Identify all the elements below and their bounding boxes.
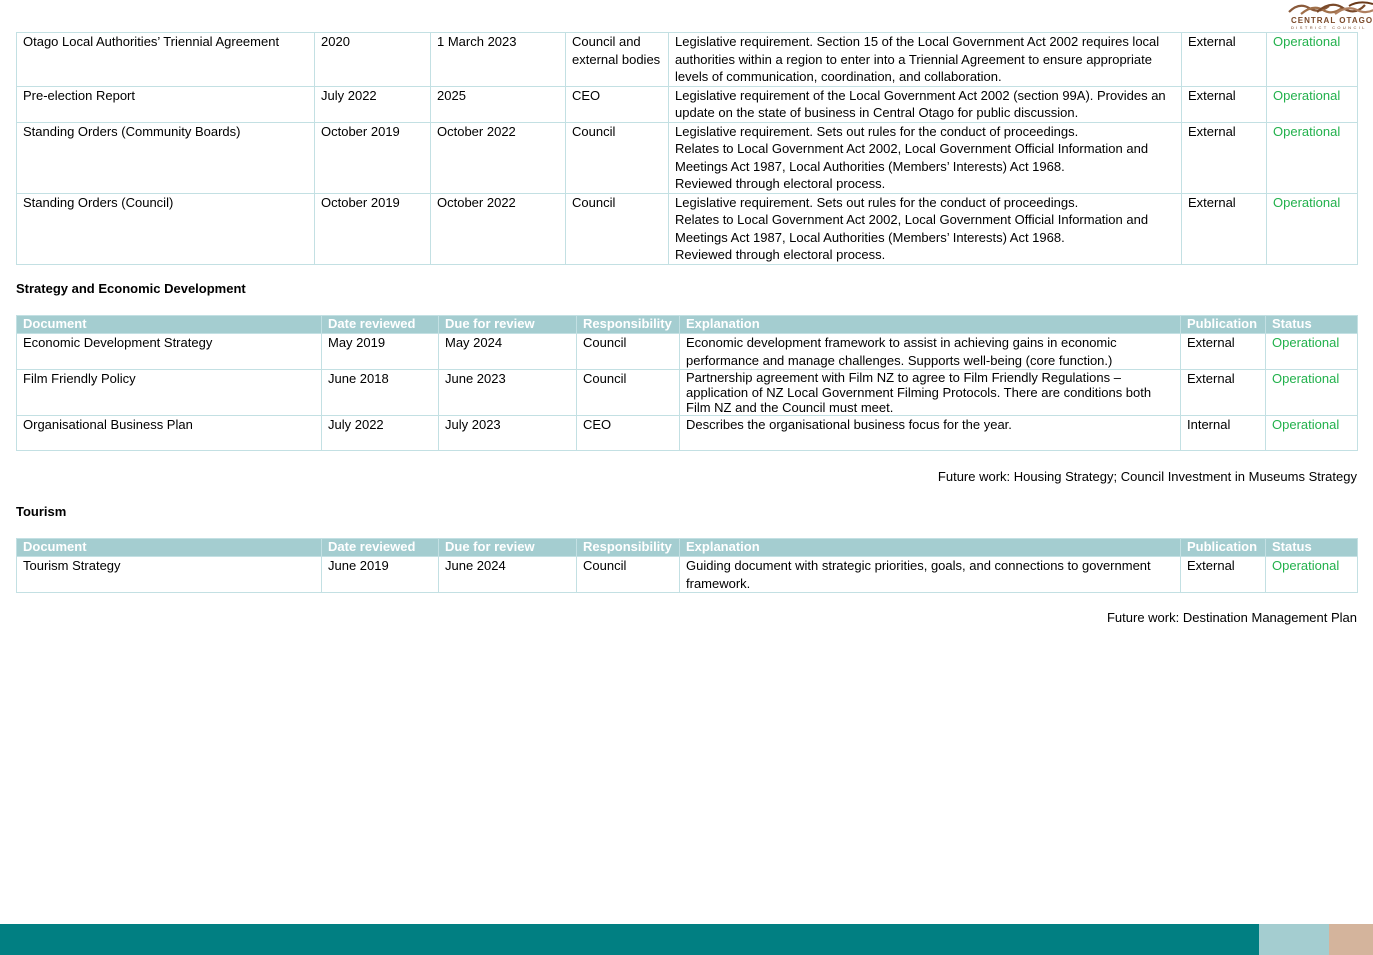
tourism-table <box>16 538 1358 593</box>
cell-publication: External <box>1181 334 1266 370</box>
cell-status: Operational <box>1266 370 1358 416</box>
cell-publication: External <box>1181 370 1266 416</box>
footer-band-tan <box>1329 924 1373 955</box>
cell-document: Film Friendly Policy <box>17 370 322 416</box>
logo-mark-icon <box>1287 0 1373 16</box>
cell-explanation: Legislative requirement of the Local Government Act 2002 (section 99A). Provides an update on the state of business in Central Otago for public discussion. <box>669 86 1182 122</box>
future-work-note: Future work: Destination Management Plan <box>1106 610 1357 625</box>
header-due: Due for review <box>439 316 577 334</box>
cell-publication: External <box>1181 557 1266 593</box>
cell-date-reviewed: July 2022 <box>315 86 431 122</box>
cell-status: Operational <box>1266 334 1358 370</box>
logo-title: CENTRAL OTAGO <box>1291 16 1373 25</box>
cell-status: Operational <box>1267 122 1358 193</box>
cell-publication: External <box>1182 193 1267 264</box>
cell-publication: External <box>1182 33 1267 87</box>
cell-responsibility: CEO <box>577 416 680 451</box>
table-row <box>17 86 1358 122</box>
cell-document: Standing Orders (Community Boards) <box>17 122 315 193</box>
cell-responsibility: Council <box>566 193 669 264</box>
header-due: Due for review <box>439 539 577 557</box>
cell-responsibility: Council <box>577 334 680 370</box>
cell-document: Organisational Business Plan <box>17 416 322 451</box>
section-heading-strategy: Strategy and Economic Development <box>16 281 246 296</box>
cell-status: Operational <box>1266 557 1358 593</box>
cell-explanation: Partnership agreement with Film NZ to agree to Film Friendly Regulations – application of NZ Local Government Filming Protocols. There are conditions both Film NZ and the Council must meet. <box>680 370 1181 416</box>
cell-date-reviewed: October 2019 <box>315 122 431 193</box>
cell-explanation: Legislative requirement. Sets out rules for the conduct of proceedings. Relates to Local Government Act 2002, Local Government Official Information and Meetings Act 1987, Local Authorities (Members’ Interests) Act 1968. Reviewed through electoral process. <box>669 193 1182 264</box>
strategy-table <box>16 315 1358 451</box>
table-row <box>17 416 1358 451</box>
header-explanation: Explanation <box>680 316 1181 334</box>
cell-due: July 2023 <box>439 416 577 451</box>
cell-due: 1 March 2023 <box>431 33 566 87</box>
future-work-note: Future work: Housing Strategy; Council Investment in Museums Strategy <box>937 469 1357 484</box>
cell-date-reviewed: May 2019 <box>322 334 439 370</box>
cell-due: June 2024 <box>439 557 577 593</box>
cell-publication: External <box>1182 122 1267 193</box>
table-header-row <box>17 539 1358 557</box>
header-publication: Publication <box>1181 539 1266 557</box>
header-explanation: Explanation <box>680 539 1181 557</box>
cell-due: May 2024 <box>439 334 577 370</box>
cell-status: Operational <box>1266 416 1358 451</box>
cell-document: Economic Development Strategy <box>17 334 322 370</box>
table-row <box>17 557 1358 593</box>
council-logo <box>1287 0 1373 32</box>
logo-subtitle: DISTRICT COUNCIL <box>1291 25 1367 30</box>
cell-explanation: Economic development framework to assist in achieving gains in economic performance and manage challenges. Supports well-being (core function.) <box>680 334 1181 370</box>
header-date-reviewed: Date reviewed <box>322 539 439 557</box>
cell-status: Operational <box>1267 33 1358 87</box>
table-row <box>17 370 1358 416</box>
cell-document: Otago Local Authorities’ Triennial Agreement <box>17 33 315 87</box>
section-heading-tourism: Tourism <box>16 504 67 519</box>
cell-responsibility: Council and external bodies <box>566 33 669 87</box>
table-row <box>17 334 1358 370</box>
header-document: Document <box>17 539 322 557</box>
cell-responsibility: Council <box>577 370 680 416</box>
footer-band-teal <box>0 924 1259 955</box>
cell-explanation: Legislative requirement. Section 15 of the Local Government Act 2002 requires local authorities within a region to enter into a Triennial Agreement to ensure appropriate levels of communication, coordination, and collaboration. <box>669 33 1182 87</box>
cell-date-reviewed: June 2019 <box>322 557 439 593</box>
table-row <box>17 193 1358 264</box>
cell-explanation: Legislative requirement. Sets out rules for the conduct of proceedings. Relates to Local Government Act 2002, Local Government Official Information and Meetings Act 1987, Local Authorities (Members’ Interests) Act 1968. Reviewed through electoral process. <box>669 122 1182 193</box>
cell-date-reviewed: 2020 <box>315 33 431 87</box>
cell-date-reviewed: October 2019 <box>315 193 431 264</box>
cell-document: Standing Orders (Council) <box>17 193 315 264</box>
cell-explanation: Guiding document with strategic priorities, goals, and connections to government framework. <box>680 557 1181 593</box>
cell-status: Operational <box>1267 193 1358 264</box>
header-date-reviewed: Date reviewed <box>322 316 439 334</box>
footer-band-light <box>1259 924 1329 955</box>
cell-date-reviewed: July 2022 <box>322 416 439 451</box>
cell-publication: Internal <box>1181 416 1266 451</box>
cell-due: June 2023 <box>439 370 577 416</box>
header-status: Status <box>1266 316 1358 334</box>
cell-explanation: Describes the organisational business focus for the year. <box>680 416 1181 451</box>
table-row <box>17 122 1358 193</box>
cell-responsibility: Council <box>577 557 680 593</box>
cell-responsibility: Council <box>566 122 669 193</box>
table-row <box>17 33 1358 87</box>
cell-document: Tourism Strategy <box>17 557 322 593</box>
header-responsibility: Responsibility <box>577 539 680 557</box>
footer-bar <box>0 924 1373 955</box>
cell-due: 2025 <box>431 86 566 122</box>
cell-due: October 2022 <box>431 122 566 193</box>
cell-responsibility: CEO <box>566 86 669 122</box>
cell-due: October 2022 <box>431 193 566 264</box>
header-publication: Publication <box>1181 316 1266 334</box>
cell-status: Operational <box>1267 86 1358 122</box>
header-document: Document <box>17 316 322 334</box>
header-status: Status <box>1266 539 1358 557</box>
table-header-row <box>17 316 1358 334</box>
cell-document: Pre-election Report <box>17 86 315 122</box>
header-responsibility: Responsibility <box>577 316 680 334</box>
cell-date-reviewed: June 2018 <box>322 370 439 416</box>
governance-table <box>16 32 1358 265</box>
cell-publication: External <box>1182 86 1267 122</box>
